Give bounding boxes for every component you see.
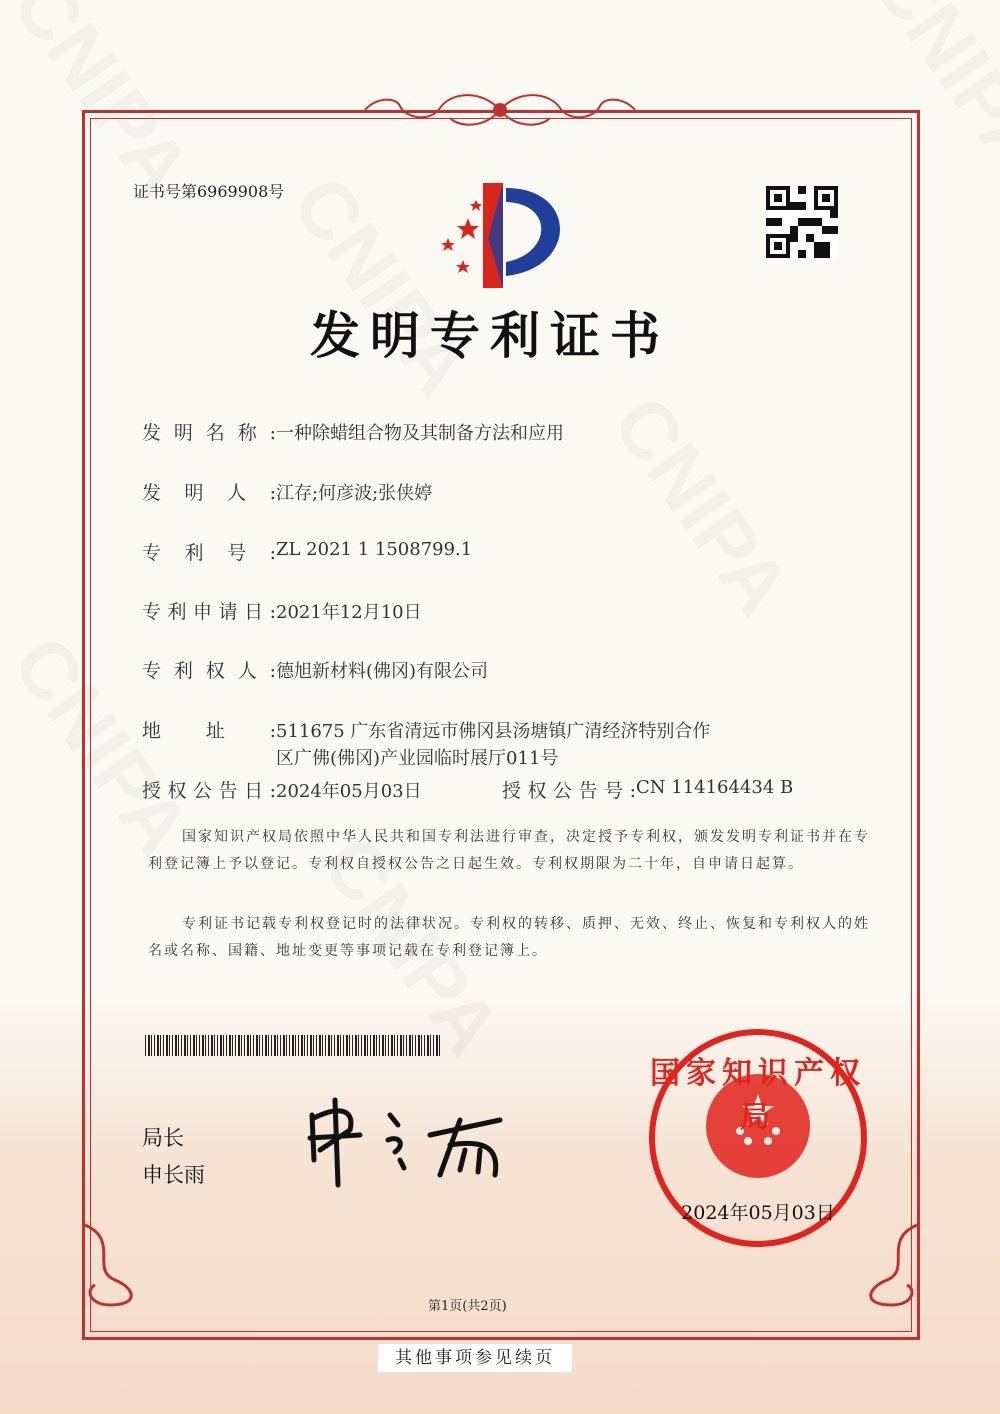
field-label-invention-name: 发明名称: [142,422,276,444]
field-value-grant-number: CN 114164434 B [636,777,794,798]
field-value-address-line2: 区广佛(佛冈)产业园临时展厅011号 [276,748,559,769]
field-value-inventors: 江存;何彦波;张侠婷 [276,483,433,504]
seal-text: 国家知识产权局 [650,1056,866,1135]
qr-code-icon [766,186,838,258]
director-name: 申长雨 [142,1163,205,1187]
field-value-patent-number: ZL 2021 1 1508799.1 [276,539,473,560]
field-value-invention-name: 一种除蜡组合物及其制备方法和应用 [276,423,564,444]
paragraph-grant-statement: 国家知识产权局依照中华人民共和国专利法进行审查，决定授予专利权，颁发发明专利证书并在专利登记簿上予以登记。专利权自授权公告之日起生效。专利权期限为二十年，自申请日起算。 [148,829,870,872]
field-label-address: 地址: [142,720,276,742]
top-ornament-icon [360,88,640,132]
field-label-grant-date: 授权公告日: [142,780,276,802]
field-value-patentee: 德旭新材料(佛冈)有限公司 [276,661,489,682]
field-value-grant-date: 2024年05月03日 [276,781,422,802]
certificate-title: 发明专利证书 [310,306,670,365]
field-value-application-date: 2021年12月10日 [276,602,422,623]
field-label-application-date: 专利申请日: [142,601,276,623]
director-title: 局长 [142,1126,184,1150]
field-label-inventors: 发明人: [142,482,276,504]
paragraph-legal-status: 专利证书记载专利权登记时的法律状况。专利权的转移、质押、无效、终止、恢复和专利权人的姓名或名称、国籍、地址变更等事项记载在专利登记簿上。 [148,916,870,959]
field-label-patent-number: 专利号: [142,542,276,564]
official-seal [646,1026,870,1250]
field-value-address: 511675 广东省清远市佛冈县汤塘镇广清经济特别合作 [276,721,711,742]
continued-note: 其他事项参见续页 [378,1344,572,1372]
field-label-patentee: 专利权人: [142,660,276,682]
signature-icon [300,1090,520,1190]
certificate-number: 证书号第6969908号 [133,182,285,201]
seal-date: 2024年05月03日 [681,1202,835,1224]
corner-ornament-icon [80,1220,150,1310]
page-footer: 第1页(共2页) [428,1299,507,1314]
cnipa-logo-icon [428,178,578,290]
field-label-grant-number: 授权公告号: [502,780,636,802]
barcode [145,1035,441,1056]
